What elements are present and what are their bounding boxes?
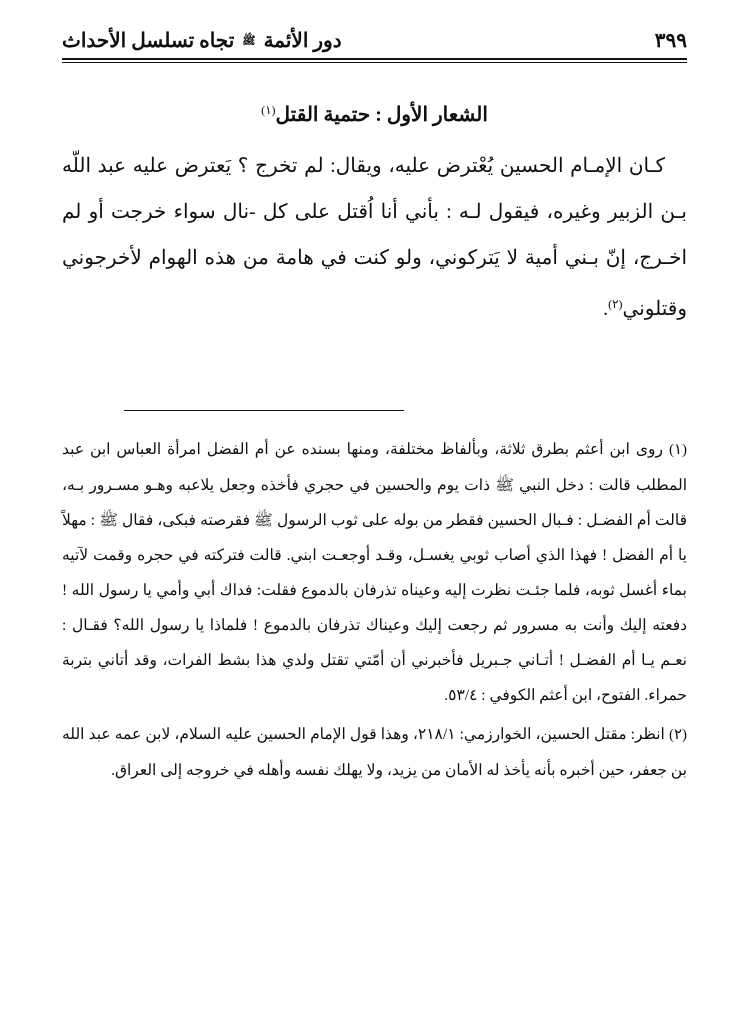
footnote-item xyxy=(62,717,687,788)
running-head-before: دور الأئمة xyxy=(263,29,342,52)
footnote-text: انظر: مقتل الحسين، الخوارزمي: ٢١٨/١، وهذا قول الإمام الحسين عليه السلام، لابن عمه عبد الله بن جعفر، حين أخبره بأنه يأخذ له الأمان من يزيد، ولا يهلك نفسه وأهله في خروجه إلى العراق. xyxy=(62,726,687,779)
page-body xyxy=(62,96,687,332)
honorific-icon: ﷺ xyxy=(242,34,256,47)
footnote-item xyxy=(62,432,687,713)
page-header xyxy=(62,22,687,58)
footnote-marker: (١) xyxy=(668,442,687,458)
section-heading-text: الشعار الأول : حتمية القتل xyxy=(275,104,488,126)
body-paragraph-text: كـان الإمـام الحسين يُعْترض عليه، ويقال: لم تخرج ؟ يَعترض عليه عبد اللّه بـن الزبير وغيره، فيقول لـه : بأني أنا اُقتل على كل -نال سواء خرجت أو لم اخـرج، إنّ بـني أمية لا يَتركوني، ولو كنت في هامة من هذه الهوام لأخرجوني وقتلوني xyxy=(62,155,687,320)
footnote-marker: (٢) xyxy=(668,727,687,743)
section-heading-footnote-ref: (١) xyxy=(261,103,276,117)
footnote-divider xyxy=(124,410,404,411)
running-head-after: تجاه تسلسل الأحداث xyxy=(62,29,235,52)
section-heading xyxy=(62,102,687,127)
body-paragraph xyxy=(62,143,687,332)
footnote-text: روى ابن أعثم بطرق ثلاثة، وبألفاظ مختلفة، ومنها بسنده عن أم الفضل امرأة العباس ابن عبد المطلب قالت : دخل النبي ﷺ ذات يوم والحسين في حجري فأخذه وجعل يلاعبه وهـو مسـرور بـه، قالت أم الفضـل : فـبال الحسين فقطر من بوله على ثوب الرسول ﷺ فقرصته فبكى، فقال ﷺ : مهلاً يا أم الفضل ! فهذا الذي أصاب ثوبي يغسـل، وقـد أوجعـت ابني. قالت فتركته في حجره وقمت لآتيه بماء أغسل ثوبه، فلما جئـت نظرت إليه وعيناه تذرفان بالدموع فقلت: فداك أبي وأمي يا رسول الله ! دفعته إليك وأنت به مسرور ثم رجعت إليك وعيناك تذرفان بالدموع ! فلماذا يا رسول الله؟ فقـال : نعـم يـا أم الفضـل ! أتـاني جـبريل فأخبرني أن أمّتي تقتل ولدي هذا بشط الفرات، وقد أتاني بتربة حمراء. الفتوح، ابن أعثم الكوفي : ٥٣/٤. xyxy=(62,441,687,704)
body-paragraph-end: . xyxy=(603,298,609,320)
footnotes-block xyxy=(62,432,687,792)
running-head-title xyxy=(62,28,342,53)
page-number: ٣٩٩ xyxy=(654,29,687,52)
body-footnote-ref: (٢) xyxy=(608,297,623,311)
header-divider xyxy=(62,58,687,63)
